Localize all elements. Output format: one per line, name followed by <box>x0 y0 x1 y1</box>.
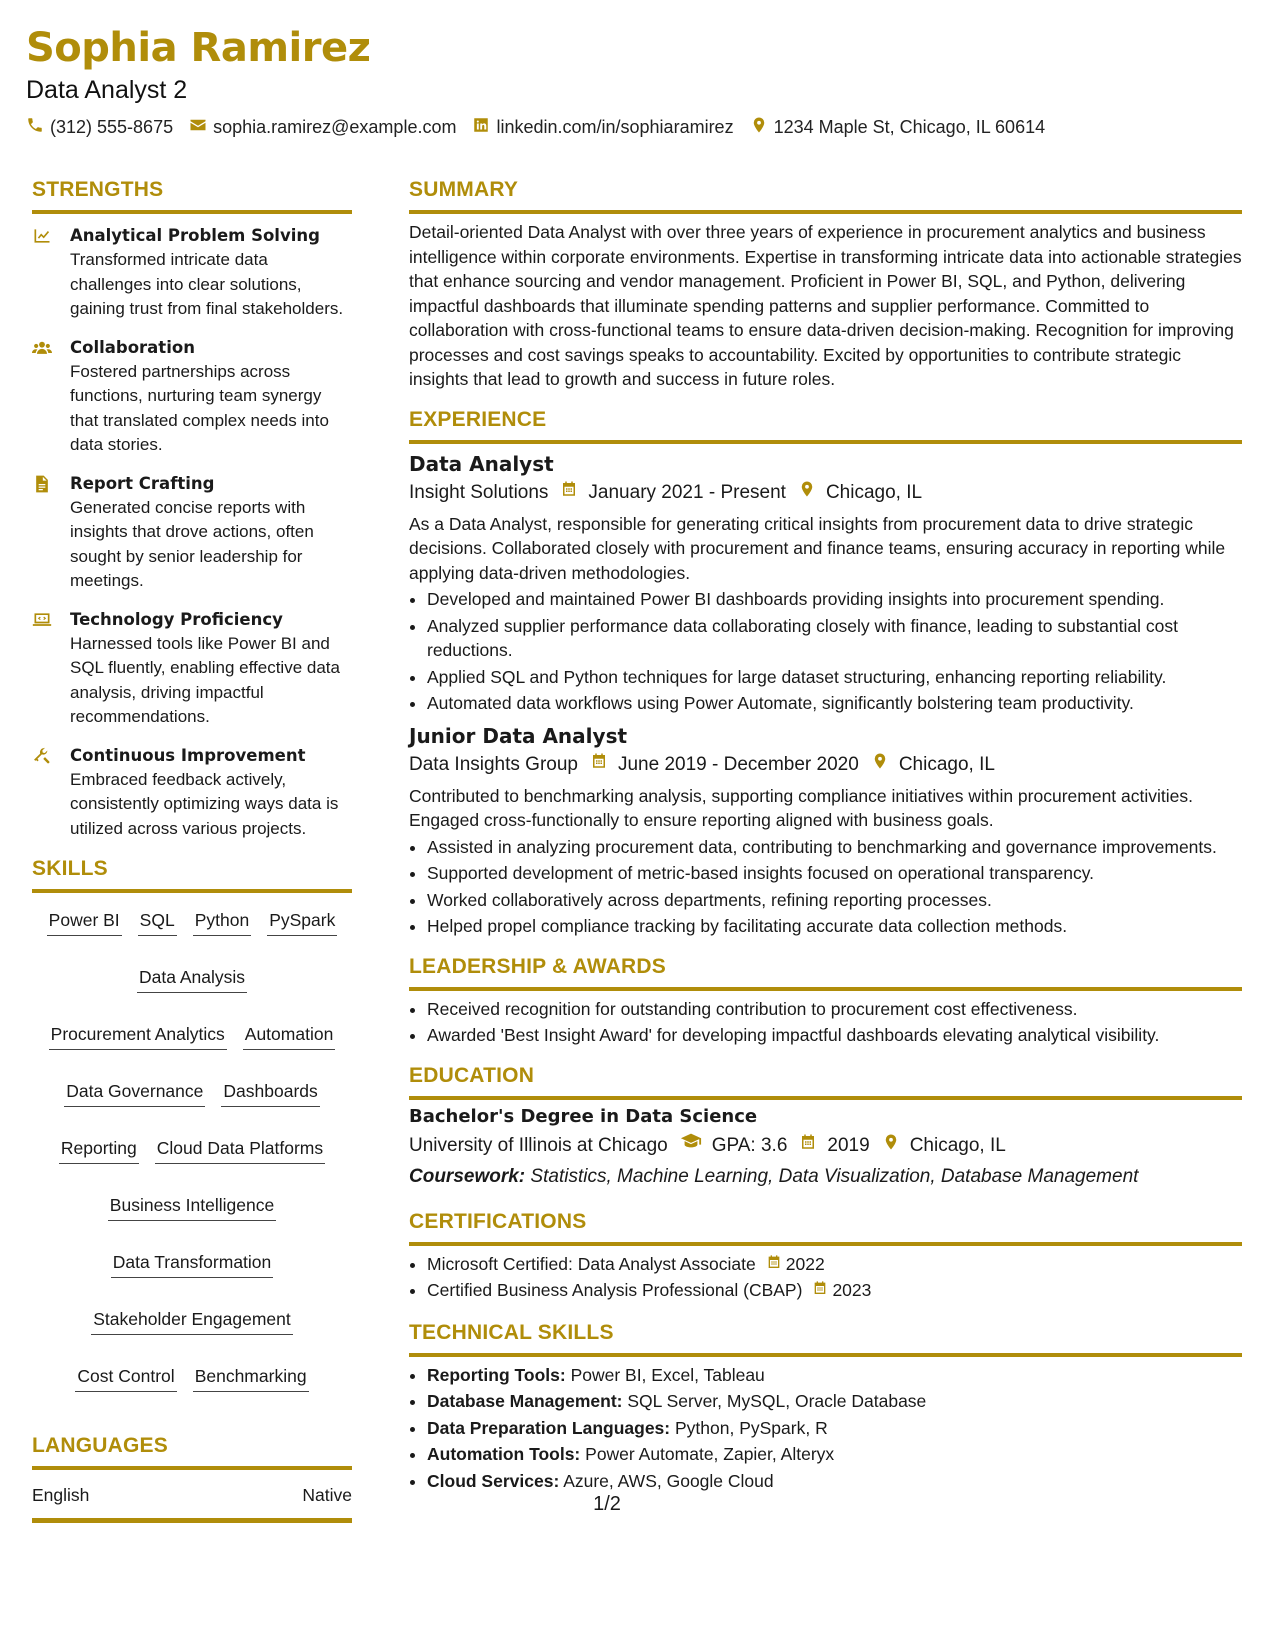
skill-tag: Procurement Analytics <box>49 1021 227 1050</box>
calendar-icon <box>766 1252 782 1277</box>
list-item: • Automated data workflows using Power Automate, significantly bolstering team productivity. <box>427 691 1242 716</box>
envelope-icon <box>189 116 207 139</box>
contact-linkedin[interactable] <box>472 116 733 139</box>
tech-skill-label: Automation Tools: <box>427 1444 581 1464</box>
certification-year: 2022 <box>785 1253 825 1274</box>
list-item <box>427 1416 1242 1441</box>
job-description: As a Data Analyst, responsible for generating critical insights from procurement data to drive strategic decisions. Collaborated closely with procurement and finance teams, ensuring accuracy in reporting while applying data-driven methodologies. <box>409 513 1226 583</box>
list-item <box>427 1389 1242 1414</box>
coursework-list: Statistics, Machine Learning, Data Visualization, Database Management <box>530 1165 1139 1187</box>
strength-desc: Generated concise reports with insights that drove actions, often sought by senior leadership for meetings. <box>70 497 314 590</box>
list-item <box>427 1252 1242 1277</box>
education-year: 2019 <box>827 1134 870 1156</box>
certifications-section <box>409 1208 1242 1303</box>
list-item: • Applied SQL and Python techniques for large dataset structuring, enhancing reporting reliability. <box>427 665 1242 690</box>
map-pin-icon <box>798 478 816 508</box>
page-number: 1/2 <box>593 1493 621 1515</box>
section-title-strengths: STRENGTHS <box>32 178 164 201</box>
list-item: • Received recognition for outstanding contribution to procurement cost effectiveness. <box>427 997 1242 1022</box>
list-item <box>427 1469 1242 1494</box>
tech-skill-value: Power Automate, Zapier, Alteryx <box>585 1444 835 1464</box>
education-gpa: GPA: 3.6 <box>711 1134 788 1156</box>
strength-name: Technology Proficiency <box>70 609 283 629</box>
skill-tag: Dashboards <box>221 1078 319 1107</box>
strength-name: Collaboration <box>70 337 195 357</box>
job-entry <box>409 450 1242 716</box>
job-role: Data Analyst <box>409 451 554 476</box>
contact-email[interactable] <box>189 116 456 139</box>
skills-list <box>32 903 352 1392</box>
strength-name: Analytical Problem Solving <box>70 226 320 245</box>
section-divider <box>32 1466 352 1470</box>
job-meta <box>409 750 1242 780</box>
strengths-section <box>32 176 352 841</box>
skill-tag: PySpark <box>267 907 337 936</box>
section-divider <box>409 1242 1242 1246</box>
skill-tag: Automation <box>243 1021 336 1050</box>
section-title-languages: LANGUAGES <box>32 1434 168 1457</box>
tech-skill-value: SQL Server, MySQL, Oracle Database <box>627 1391 927 1411</box>
experience-section <box>409 406 1242 939</box>
certification-name: • Microsoft Certified: Data Analyst Associate <box>427 1253 756 1274</box>
map-pin-icon <box>750 116 768 139</box>
tech-skill-label: Data Preparation Languages: <box>427 1417 671 1438</box>
job-role: Junior Data Analyst <box>409 723 628 748</box>
education-degree: Bachelor's Degree in Data Science <box>409 1105 758 1127</box>
skill-tag: Stakeholder Engagement <box>91 1306 293 1335</box>
education-location: Chicago, IL <box>909 1134 1006 1156</box>
skill-tag: Cloud Data Platforms <box>155 1135 325 1164</box>
contact-bar <box>26 116 1246 139</box>
strength-item <box>32 608 352 730</box>
candidate-title: Data Analyst 2 <box>26 76 188 104</box>
strength-desc: Transformed intricate data challenges into clear solutions, gaining trust from final stakeholders. <box>70 250 344 318</box>
section-divider <box>32 210 352 214</box>
leadership-bullets <box>409 997 1242 1048</box>
list-item: • Supported development of metric-based insights focused on operational transparency. <box>427 861 1242 886</box>
summary-section <box>409 176 1242 392</box>
calendar-icon <box>560 478 578 508</box>
education-school: University of Illinois at Chicago <box>409 1134 668 1156</box>
tech-skill-value: Azure, AWS, Google Cloud <box>563 1470 774 1491</box>
list-item <box>427 1363 1242 1388</box>
tech-skill-label: Database Management: <box>427 1391 623 1411</box>
job-location: Chicago, IL <box>825 481 923 503</box>
section-title-skills: SKILLS <box>32 857 108 880</box>
job-bullets <box>409 587 1242 716</box>
leadership-section <box>409 953 1242 1048</box>
job-description: Contributed to benchmarking analysis, supporting compliance initiatives within procurement activities. Engaged cross-functionally to ensure reporting aligned with business goals. <box>409 785 1193 830</box>
job-bullets <box>409 835 1242 939</box>
skill-tag: Power BI <box>47 907 122 936</box>
language-level-bar <box>32 1518 352 1523</box>
tech-skill-value: Python, PySpark, R <box>675 1417 828 1438</box>
job-company: Insight Solutions <box>409 481 549 503</box>
tools-icon <box>32 744 54 842</box>
section-title-education: EDUCATION <box>409 1063 535 1087</box>
calendar-icon <box>812 1278 828 1303</box>
list-item: • Assisted in analyzing procurement data, contributing to benchmarking and governance improvements. <box>427 835 1242 860</box>
tech-skill-label: Cloud Services: <box>427 1470 560 1491</box>
skill-tag: Data Analysis <box>137 964 247 993</box>
resume-header <box>26 22 1246 139</box>
technical-skills-section <box>409 1319 1242 1494</box>
list-item: • Developed and maintained Power BI dashboards providing insights into procurement spending. <box>427 587 1242 612</box>
section-title-certifications: CERTIFICATIONS <box>409 1209 587 1233</box>
job-dates: January 2021 - Present <box>588 481 786 503</box>
strength-item <box>32 336 352 458</box>
language-level: Native <box>302 1485 352 1505</box>
skill-tag: SQL <box>138 907 177 936</box>
linkedin-text[interactable]: linkedin.com/in/sophiaramirez <box>496 117 734 137</box>
section-divider <box>409 1096 1242 1100</box>
section-divider <box>409 987 1242 991</box>
left-column <box>32 176 352 1523</box>
strength-name: Report Crafting <box>70 473 215 493</box>
job-meta <box>409 478 1242 508</box>
skills-section <box>32 855 352 1392</box>
certification-name: • Certified Business Analysis Professional (CBAP) <box>427 1280 803 1300</box>
skill-tag: Python <box>193 907 251 936</box>
phone-icon <box>26 116 44 139</box>
skill-tag: Data Governance <box>64 1078 205 1107</box>
phone-text: (312) 555-8675 <box>50 117 174 137</box>
job-company: Data Insights Group <box>409 753 578 775</box>
list-item: • Worked collaboratively across departments, refining reporting processes. <box>427 888 1242 913</box>
education-coursework <box>409 1162 1242 1192</box>
list-item: • Analyzed supplier performance data collaborating closely with finance, leading to substantial cost reductions. <box>427 614 1242 663</box>
skill-tag: Reporting <box>59 1135 139 1164</box>
list-item: • Helped propel compliance tracking by facilitating accurate data collection methods. <box>427 914 1242 939</box>
section-title-summary: SUMMARY <box>409 178 519 201</box>
map-pin-icon <box>871 750 889 780</box>
map-pin-icon <box>882 1131 900 1161</box>
skill-tag: Business Intelligence <box>108 1192 276 1221</box>
graduation-cap-icon <box>680 1130 702 1162</box>
language-name: English <box>32 1485 90 1505</box>
section-title-technical-skills: TECHNICAL SKILLS <box>409 1320 614 1344</box>
strength-name: Continuous Improvement <box>70 745 306 765</box>
strength-item <box>32 472 352 594</box>
users-icon <box>32 336 54 458</box>
calendar-icon <box>799 1131 817 1161</box>
linkedin-icon <box>472 116 490 139</box>
laptop-code-icon <box>32 608 54 730</box>
list-item <box>427 1442 1242 1467</box>
document-icon <box>32 472 54 594</box>
job-dates: June 2019 - December 2020 <box>617 753 859 775</box>
trend-chart-icon <box>32 224 54 322</box>
list-item <box>427 1278 1242 1303</box>
strength-item <box>32 744 352 842</box>
education-section <box>409 1062 1242 1192</box>
tech-skill-value: Power BI, Excel, Tableau <box>570 1364 765 1385</box>
right-column <box>409 176 1242 1495</box>
strength-desc: Embraced feedback actively, consistently optimizing ways data is utilized across various projects. <box>70 769 339 838</box>
job-entry <box>409 722 1242 939</box>
certification-year: 2023 <box>832 1280 872 1300</box>
technical-skills-list <box>409 1363 1242 1494</box>
skill-tag: Cost Control <box>75 1363 176 1392</box>
section-divider <box>409 1353 1242 1357</box>
strength-desc: Fostered partnerships across functions, nurturing team synergy that translated complex needs into data stories. <box>70 361 329 454</box>
certifications-list <box>409 1252 1242 1303</box>
contact-phone <box>26 116 173 139</box>
education-meta <box>409 1130 1242 1162</box>
tech-skill-label: Reporting Tools: <box>427 1364 566 1385</box>
section-title-leadership: LEADERSHIP & AWARDS <box>409 954 666 978</box>
coursework-label: Coursework: <box>409 1165 526 1187</box>
section-divider <box>32 889 352 893</box>
section-title-experience: EXPERIENCE <box>409 407 547 431</box>
list-item: • Awarded 'Best Insight Award' for developing impactful dashboards elevating analytical visibility. <box>427 1023 1242 1048</box>
skill-tag: Benchmarking <box>193 1363 309 1392</box>
contact-address <box>750 116 1046 139</box>
section-divider <box>409 440 1242 444</box>
job-location: Chicago, IL <box>898 753 995 775</box>
strength-item <box>32 224 352 322</box>
section-divider <box>409 210 1242 214</box>
skill-tag: Data Transformation <box>111 1249 274 1278</box>
strength-desc: Harnessed tools like Power BI and SQL fluently, enabling effective data analysis, driving impactful recommendations. <box>70 633 340 726</box>
summary-text: Detail-oriented Data Analyst with over three years of experience in procurement analytics and business intelligence within corporate environments. Expertise in transforming intricate data into actionable strategies that enhance sourcing and vendor management. Proficient in Power BI, SQL, and Python, delivering impactful dashboards that illuminate spending patterns and supplier performance. Committed to collaboration with cross-functional teams to ensure data-driven decision-making. Recognition for improving processes and cost savings speaks to accountability. Excited by opportunities to contribute strategic insights that lead to growth and success in future roles. <box>409 222 1242 389</box>
address-text: 1234 Maple St, Chicago, IL 60614 <box>773 117 1046 137</box>
email-text[interactable]: sophia.ramirez@example.com <box>213 117 457 137</box>
calendar-icon <box>590 750 608 780</box>
candidate-name: Sophia Ramirez <box>26 25 371 71</box>
